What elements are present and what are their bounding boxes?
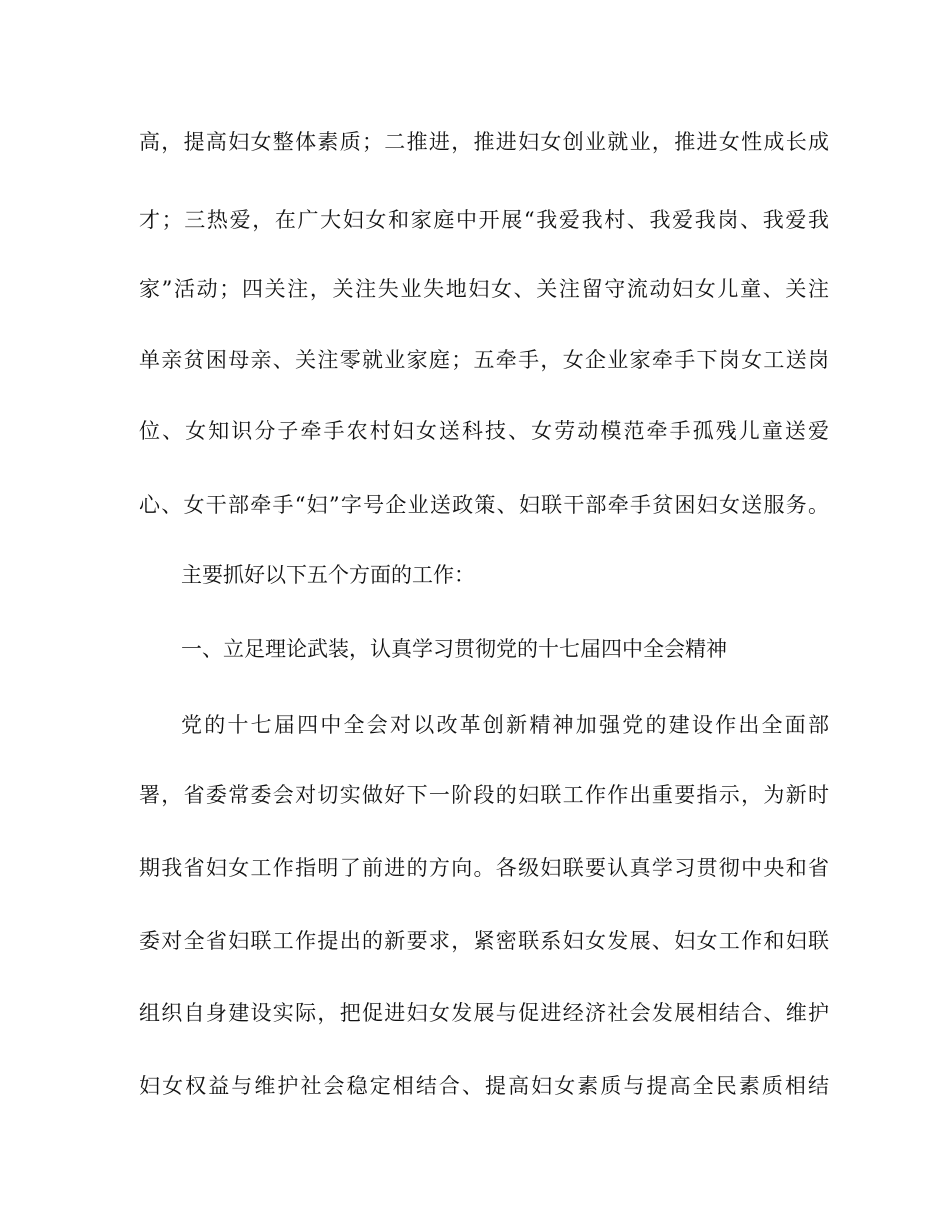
text-line-3: 家”活动；四关注，关注失业失地妇女、关注留守流动妇女儿童、关注	[139, 277, 829, 301]
text-line-9: 党的十七届四中全会对以改革创新精神加强党的建设作出全面部	[181, 713, 829, 737]
text-line-2: 才；三热爱，在广大妇女和家庭中开展“我爱我村、我爱我岗、我爱我	[139, 208, 829, 232]
text-line-4: 单亲贫困母亲、关注零就业家庭；五牵手，女企业家牵手下岗女工送岗	[139, 348, 829, 372]
section-intro: 主要抓好以下五个方面的工作：	[181, 563, 475, 587]
text-line-1: 高，提高妇女整体素质；二推进，推进妇女创业就业，推进女性成长成	[139, 130, 829, 154]
section-heading-1: 一、立足理论武装，认真学习贯彻党的十七届四中全会精神	[181, 637, 727, 661]
text-line-13: 组织自身建设实际，把促进妇女发展与促进经济社会发展相结合、维护	[139, 1001, 829, 1025]
text-line-5: 位、女知识分子牵手农村妇女送科技、女劳动模范牵手孤残儿童送爱	[139, 419, 829, 443]
text-line-10: 署，省委常委会对切实做好下一阶段的妇联工作作出重要指示，为新时	[139, 783, 829, 807]
text-line-11: 期我省妇女工作指明了前进的方向。各级妇联要认真学习贯彻中央和省	[139, 856, 829, 880]
text-line-14: 妇女权益与维护社会稳定相结合、提高妇女素质与提高全民素质相结	[139, 1074, 829, 1098]
text-line-12: 委对全省妇联工作提出的新要求，紧密联系妇女发展、妇女工作和妇联	[139, 929, 829, 953]
text-line-6: 心、女干部牵手“妇”字号企业送政策、妇联干部牵手贫困妇女送服务。	[139, 493, 829, 517]
